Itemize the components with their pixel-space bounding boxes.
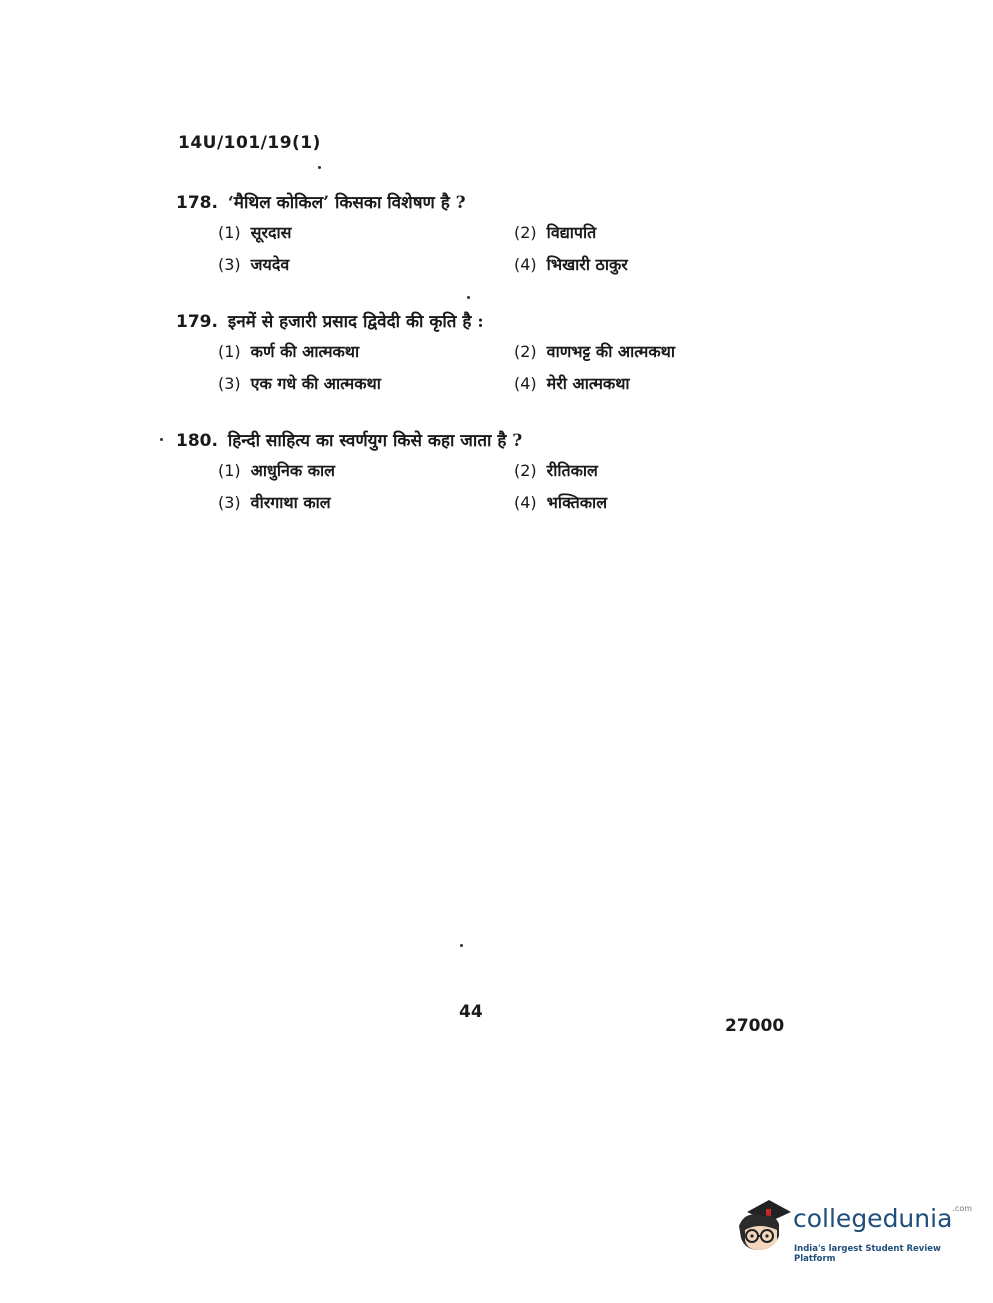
- options-list: [176, 340, 776, 404]
- scan-speck: [160, 438, 163, 441]
- question-stem: [176, 308, 776, 336]
- page-number: 44: [459, 1002, 483, 1022]
- scan-speck: [318, 166, 321, 169]
- question-number: 178.: [176, 193, 218, 213]
- paper-code: 14U/101/19(1): [178, 133, 321, 153]
- question-number: 179.: [176, 312, 218, 332]
- option-4: (4) भिखारी ठाकुर: [514, 255, 628, 274]
- option-3: (3) वीरगाथा काल: [218, 493, 331, 512]
- logo-tagline: India's largest Student Review Platform: [794, 1244, 941, 1264]
- options-list: [176, 221, 776, 285]
- options-list: [176, 459, 776, 523]
- logo-wordmark: collegedunia$^{.com}$: [793, 1204, 973, 1233]
- option-2: (2) विद्यापति: [514, 223, 597, 242]
- option-2: (2) रीतिकाल: [514, 461, 598, 480]
- option-4: (4) भक्तिकाल: [514, 493, 608, 512]
- option-1: (1) कर्ण की आत्मकथा: [218, 342, 360, 361]
- question-number: 180.: [176, 431, 218, 451]
- question-text: हिन्दी साहित्य का स्वर्णयुग किसे कहा जाता है ?: [227, 431, 523, 451]
- question-text: ‘मैथिल कोकिल’ किसका विशेषण है ?: [227, 193, 466, 213]
- question-179: [176, 308, 776, 404]
- question-stem: [176, 189, 776, 217]
- option-3: (3) एक गधे की आत्मकथा: [218, 374, 381, 393]
- scan-speck: [467, 296, 470, 299]
- option-4: (4) मेरी आत्मकथा: [514, 374, 630, 393]
- question-text: इनमें से हजारी प्रसाद द्विवेदी की कृति है :: [227, 312, 484, 332]
- question-178: [176, 189, 776, 285]
- serial-number: 27000: [725, 1016, 785, 1036]
- question-stem: [176, 427, 776, 455]
- option-1: (1) सूरदास: [218, 223, 292, 242]
- student-mascot-icon: [733, 1192, 793, 1262]
- question-180: [176, 427, 776, 523]
- option-2: (2) वाणभट्ट की आत्मकथा: [514, 342, 675, 361]
- scan-speck: [460, 944, 463, 947]
- option-1: (1) आधुनिक काल: [218, 461, 336, 480]
- option-3: (3) जयदेव: [218, 255, 290, 274]
- collegedunia-logo: [733, 1192, 973, 1272]
